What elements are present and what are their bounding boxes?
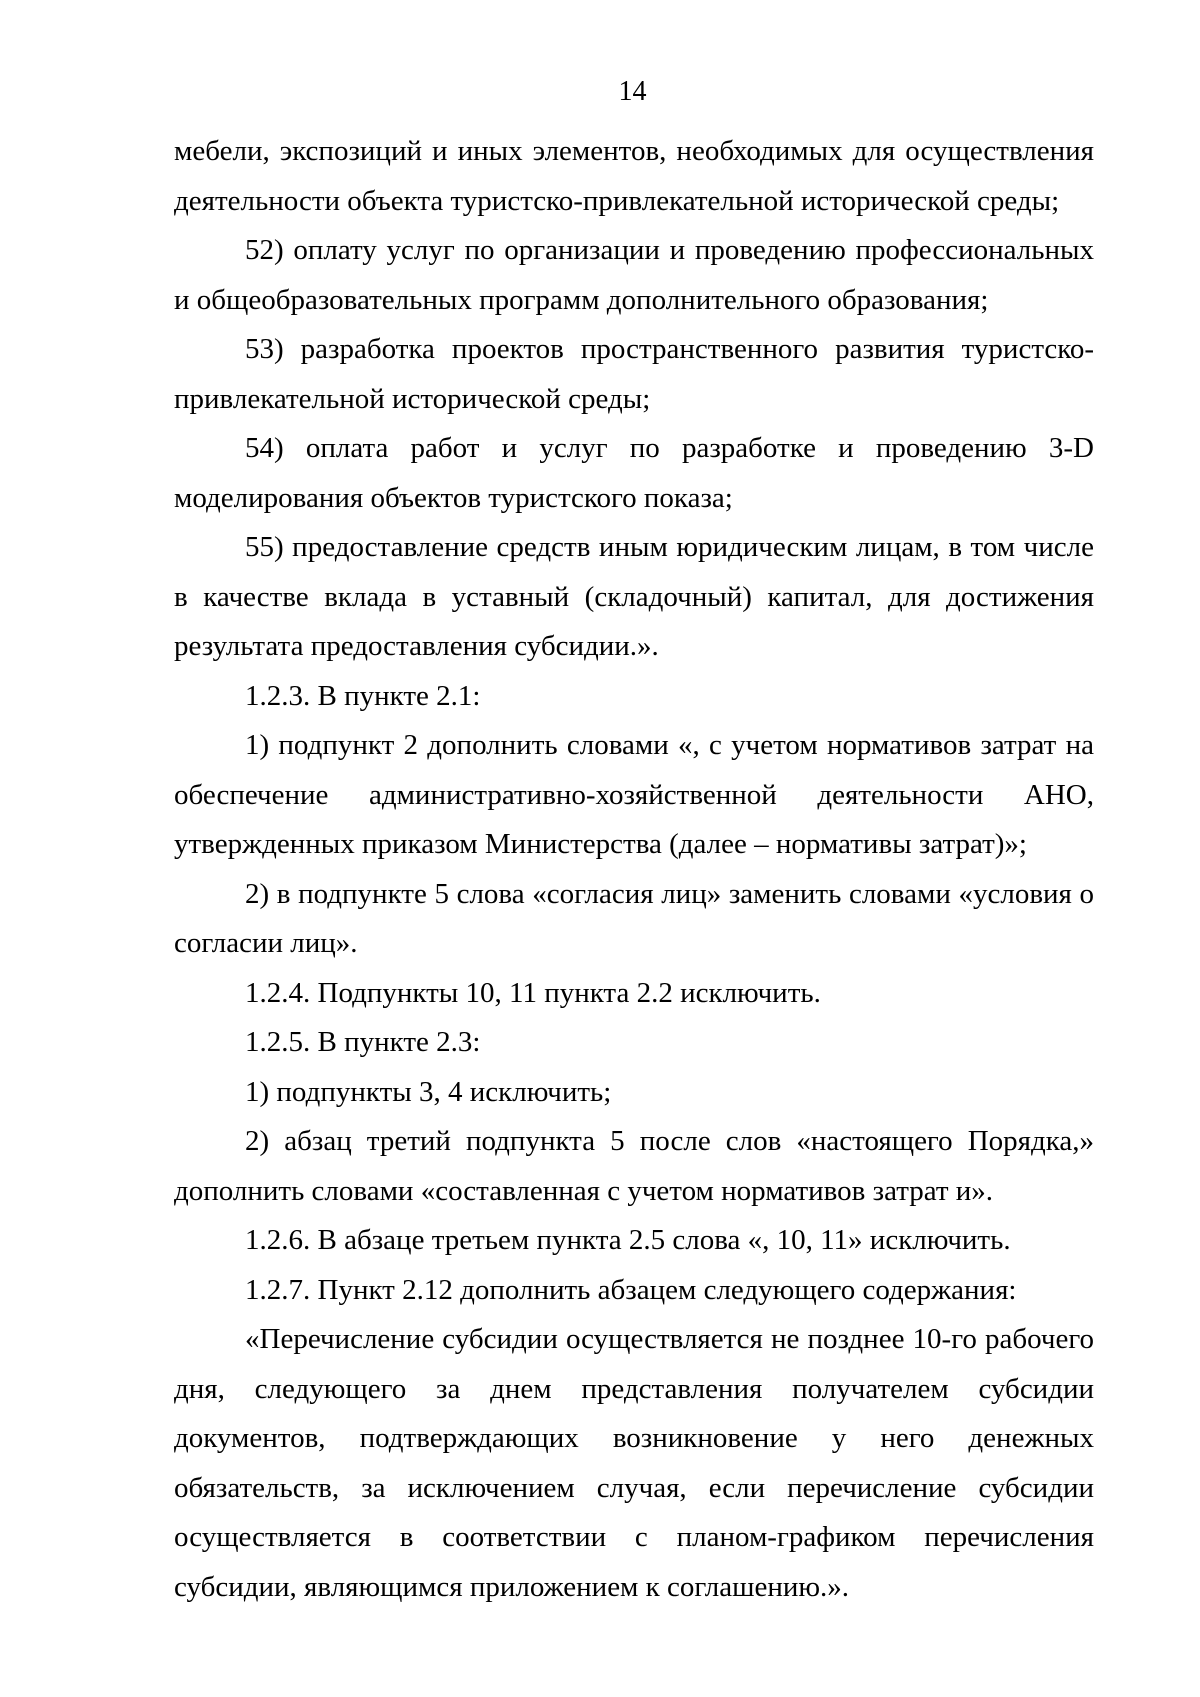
paragraph-1-2-3: 1.2.3. В пункте 2.1:	[245, 679, 481, 712]
document-body	[174, 127, 1094, 1612]
paragraph-1-2-3-sub-1: 1) подпункт 2 дополнить словами «, с учетом нормативов затрат на обеспечение административно-хозяйственной деятельности АНО, утвержденных приказом Министерства (далее – нормативы затрат)»;	[174, 729, 1094, 860]
paragraph-1-2-7: 1.2.7. Пункт 2.12 дополнить абзацем следующего содержания:	[245, 1273, 1017, 1306]
paragraph-item-52: 52) оплату услуг по организации и проведению профессиональных и общеобразовательных программ дополнительного образования;	[174, 234, 1094, 316]
paragraph-1-2-3-sub-2: 2) в подпункте 5 слова «согласия лиц» заменить словами «условия о согласии лиц».	[174, 877, 1094, 959]
paragraph-1-2-5-sub-1: 1) подпункты 3, 4 исключить;	[245, 1075, 612, 1108]
paragraph-1-2-5-sub-2: 2) абзац третий подпункта 5 после слов «настоящего Порядка,» дополнить словами «составленная с учетом нормативов затрат и».	[174, 1125, 1094, 1207]
paragraph-item-54: 54) оплата работ и услуг по разработке и проведению 3-D моделирования объектов туристского показа;	[174, 432, 1094, 514]
page-number: 14	[618, 76, 647, 107]
paragraph-item-55: 55) предоставление средств иным юридическим лицам, в том числе в качестве вклада в уставный (складочный) капитал, для достижения результата предоставления субсидии.».	[174, 531, 1094, 662]
paragraph-quote: «Перечисление субсидии осуществляется не позднее 10-го рабочего дня, следующего за днем представления получателем субсидии документов, подтверждающих возникновение у него денежных обязательств, за исключением случая, если перечисление субсидии осуществляется в соответствии с планом-графиком перечисления субсидии, являющимся приложением к соглашению.».	[174, 1323, 1094, 1603]
paragraph-1-2-5: 1.2.5. В пункте 2.3:	[245, 1026, 481, 1058]
paragraph-1-2-6: 1.2.6. В абзаце третьем пункта 2.5 слова «, 10, 11» исключить.	[245, 1224, 1011, 1256]
paragraph-1-2-4: 1.2.4. Подпункты 10, 11 пункта 2.2 исключить.	[245, 976, 821, 1009]
paragraph-item-53: 53) разработка проектов пространственного развития туристско-привлекательной исторической среды;	[174, 333, 1094, 415]
paragraph-continuation: мебели, экспозиций и иных элементов, необходимых для осуществления деятельности объекта туристско-привлекательной исторической среды;	[174, 135, 1094, 217]
